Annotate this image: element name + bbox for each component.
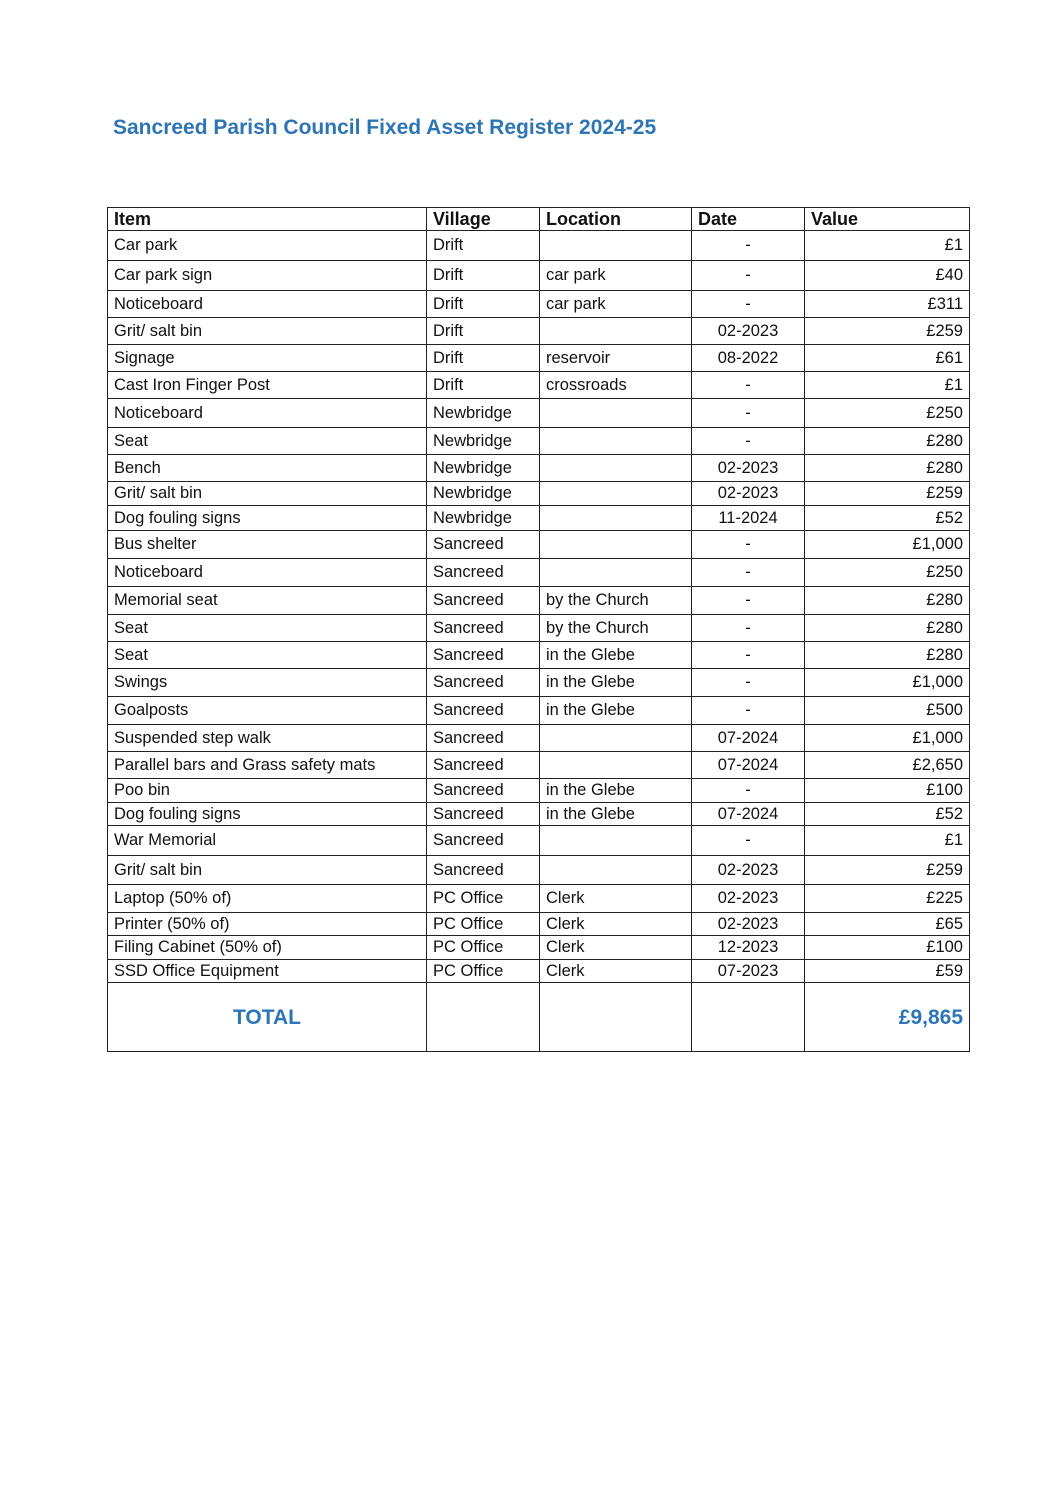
- cell-item: Seat: [108, 428, 427, 455]
- cell-value: £280: [805, 642, 970, 669]
- table-row: [108, 291, 970, 318]
- cell-item: Noticeboard: [108, 559, 427, 587]
- table-row: [108, 231, 970, 261]
- cell-village: Drift: [427, 372, 540, 399]
- cell-village: Drift: [427, 261, 540, 291]
- cell-item: Memorial seat: [108, 587, 427, 615]
- cell-value: £250: [805, 399, 970, 428]
- cell-item: War Memorial: [108, 826, 427, 856]
- cell-date: 07-2024: [692, 725, 805, 752]
- cell-location: by the Church: [540, 615, 692, 642]
- cell-location: [540, 318, 692, 345]
- cell-value: £280: [805, 428, 970, 455]
- cell-village: Newbridge: [427, 455, 540, 482]
- total-empty-cell: [427, 983, 540, 1052]
- cell-item: Bench: [108, 455, 427, 482]
- cell-village: PC Office: [427, 960, 540, 983]
- table-row: [108, 642, 970, 669]
- cell-village: Sancreed: [427, 669, 540, 697]
- cell-date: -: [692, 231, 805, 261]
- cell-date: 02-2023: [692, 856, 805, 885]
- cell-item: Noticeboard: [108, 291, 427, 318]
- cell-value: £1: [805, 231, 970, 261]
- table-row: [108, 856, 970, 885]
- cell-location: in the Glebe: [540, 642, 692, 669]
- cell-date: 02-2023: [692, 482, 805, 506]
- table-row: [108, 779, 970, 803]
- table-row: [108, 803, 970, 826]
- cell-value: £1,000: [805, 531, 970, 559]
- cell-value: £1: [805, 372, 970, 399]
- table-row: [108, 506, 970, 531]
- cell-location: in the Glebe: [540, 669, 692, 697]
- cell-location: reservoir: [540, 345, 692, 372]
- cell-item: Poo bin: [108, 779, 427, 803]
- cell-date: -: [692, 559, 805, 587]
- cell-village: Newbridge: [427, 482, 540, 506]
- cell-value: £52: [805, 803, 970, 826]
- cell-village: Sancreed: [427, 779, 540, 803]
- cell-date: 07-2023: [692, 960, 805, 983]
- cell-date: -: [692, 669, 805, 697]
- cell-village: PC Office: [427, 885, 540, 913]
- cell-value: £100: [805, 936, 970, 960]
- table-row: [108, 372, 970, 399]
- cell-value: £280: [805, 587, 970, 615]
- cell-date: -: [692, 642, 805, 669]
- table-row: [108, 913, 970, 936]
- table-row: [108, 345, 970, 372]
- cell-item: Car park: [108, 231, 427, 261]
- cell-value: £2,650: [805, 752, 970, 779]
- cell-location: car park: [540, 291, 692, 318]
- cell-value: £280: [805, 455, 970, 482]
- cell-location: [540, 856, 692, 885]
- cell-item: Suspended step walk: [108, 725, 427, 752]
- cell-date: 08-2022: [692, 345, 805, 372]
- cell-village: Sancreed: [427, 531, 540, 559]
- cell-item: Seat: [108, 615, 427, 642]
- cell-date: 02-2023: [692, 318, 805, 345]
- cell-date: 12-2023: [692, 936, 805, 960]
- table-row: [108, 482, 970, 506]
- cell-value: £59: [805, 960, 970, 983]
- cell-date: 07-2024: [692, 752, 805, 779]
- cell-item: Signage: [108, 345, 427, 372]
- cell-location: [540, 506, 692, 531]
- table-row: [108, 669, 970, 697]
- cell-item: Bus shelter: [108, 531, 427, 559]
- cell-item: SSD Office Equipment: [108, 960, 427, 983]
- cell-location: by the Church: [540, 587, 692, 615]
- cell-date: 02-2023: [692, 913, 805, 936]
- cell-village: Sancreed: [427, 697, 540, 725]
- cell-item: Dog fouling signs: [108, 803, 427, 826]
- cell-village: Newbridge: [427, 399, 540, 428]
- cell-item: Car park sign: [108, 261, 427, 291]
- cell-location: [540, 455, 692, 482]
- cell-value: £311: [805, 291, 970, 318]
- table-row: [108, 587, 970, 615]
- cell-item: Laptop (50% of): [108, 885, 427, 913]
- header-date: Date: [692, 208, 805, 231]
- cell-date: 02-2023: [692, 885, 805, 913]
- cell-value: £40: [805, 261, 970, 291]
- table-row: [108, 752, 970, 779]
- cell-value: £52: [805, 506, 970, 531]
- table-row: [108, 885, 970, 913]
- table-row: [108, 725, 970, 752]
- cell-location: [540, 428, 692, 455]
- cell-date: -: [692, 826, 805, 856]
- cell-value: £1: [805, 826, 970, 856]
- cell-location: Clerk: [540, 885, 692, 913]
- cell-village: Drift: [427, 231, 540, 261]
- cell-value: £250: [805, 559, 970, 587]
- cell-date: -: [692, 779, 805, 803]
- table-row: [108, 399, 970, 428]
- cell-date: -: [692, 399, 805, 428]
- cell-value: £280: [805, 615, 970, 642]
- asset-register-table: [107, 207, 970, 1052]
- cell-item: Grit/ salt bin: [108, 482, 427, 506]
- cell-date: -: [692, 531, 805, 559]
- cell-location: [540, 531, 692, 559]
- cell-village: Newbridge: [427, 506, 540, 531]
- table-body: [108, 231, 970, 983]
- header-row: [108, 208, 970, 231]
- cell-village: Sancreed: [427, 856, 540, 885]
- cell-location: Clerk: [540, 913, 692, 936]
- cell-village: Drift: [427, 318, 540, 345]
- cell-location: in the Glebe: [540, 697, 692, 725]
- table-row: [108, 960, 970, 983]
- cell-village: Sancreed: [427, 826, 540, 856]
- cell-item: Swings: [108, 669, 427, 697]
- table-row: [108, 531, 970, 559]
- cell-value: £259: [805, 318, 970, 345]
- total-value: £9,865: [805, 983, 970, 1052]
- cell-village: Sancreed: [427, 725, 540, 752]
- table-row: [108, 826, 970, 856]
- header-item: Item: [108, 208, 427, 231]
- table-row: [108, 936, 970, 960]
- cell-location: [540, 482, 692, 506]
- cell-item: Grit/ salt bin: [108, 318, 427, 345]
- cell-item: Cast Iron Finger Post: [108, 372, 427, 399]
- cell-item: Goalposts: [108, 697, 427, 725]
- cell-location: in the Glebe: [540, 803, 692, 826]
- cell-village: Sancreed: [427, 803, 540, 826]
- cell-location: [540, 559, 692, 587]
- cell-village: PC Office: [427, 936, 540, 960]
- cell-date: 11-2024: [692, 506, 805, 531]
- cell-item: Noticeboard: [108, 399, 427, 428]
- cell-date: -: [692, 587, 805, 615]
- cell-value: £1,000: [805, 669, 970, 697]
- total-empty-cell: [540, 983, 692, 1052]
- cell-village: Drift: [427, 291, 540, 318]
- header-village: Village: [427, 208, 540, 231]
- cell-item: Seat: [108, 642, 427, 669]
- table-row: [108, 261, 970, 291]
- table-row: [108, 559, 970, 587]
- table-row: [108, 428, 970, 455]
- cell-village: Sancreed: [427, 587, 540, 615]
- cell-location: [540, 752, 692, 779]
- total-row: [108, 983, 970, 1052]
- table-row: [108, 455, 970, 482]
- cell-village: Newbridge: [427, 428, 540, 455]
- cell-value: £61: [805, 345, 970, 372]
- cell-date: -: [692, 615, 805, 642]
- cell-location: [540, 826, 692, 856]
- cell-village: Drift: [427, 345, 540, 372]
- header-value: Value: [805, 208, 970, 231]
- table-row: [108, 318, 970, 345]
- cell-village: Sancreed: [427, 752, 540, 779]
- cell-item: Parallel bars and Grass safety mats: [108, 752, 427, 779]
- cell-village: Sancreed: [427, 559, 540, 587]
- cell-value: £259: [805, 482, 970, 506]
- cell-date: -: [692, 372, 805, 399]
- table-row: [108, 697, 970, 725]
- cell-date: -: [692, 291, 805, 318]
- cell-location: in the Glebe: [540, 779, 692, 803]
- total-label: TOTAL: [108, 983, 427, 1052]
- cell-item: Printer (50% of): [108, 913, 427, 936]
- total-empty-cell: [692, 983, 805, 1052]
- cell-location: Clerk: [540, 960, 692, 983]
- cell-village: Sancreed: [427, 642, 540, 669]
- cell-village: PC Office: [427, 913, 540, 936]
- page-title: Sancreed Parish Council Fixed Asset Register 2024-25: [113, 116, 657, 139]
- cell-location: [540, 725, 692, 752]
- cell-date: 07-2024: [692, 803, 805, 826]
- cell-location: car park: [540, 261, 692, 291]
- cell-location: Clerk: [540, 936, 692, 960]
- cell-location: [540, 231, 692, 261]
- cell-value: £500: [805, 697, 970, 725]
- cell-village: Sancreed: [427, 615, 540, 642]
- cell-date: -: [692, 697, 805, 725]
- header-location: Location: [540, 208, 692, 231]
- cell-date: -: [692, 261, 805, 291]
- table-row: [108, 615, 970, 642]
- cell-value: £100: [805, 779, 970, 803]
- cell-value: £225: [805, 885, 970, 913]
- cell-value: £1,000: [805, 725, 970, 752]
- cell-location: crossroads: [540, 372, 692, 399]
- cell-location: [540, 399, 692, 428]
- cell-item: Dog fouling signs: [108, 506, 427, 531]
- cell-item: Filing Cabinet (50% of): [108, 936, 427, 960]
- cell-value: £65: [805, 913, 970, 936]
- cell-date: 02-2023: [692, 455, 805, 482]
- cell-date: -: [692, 428, 805, 455]
- cell-item: Grit/ salt bin: [108, 856, 427, 885]
- cell-value: £259: [805, 856, 970, 885]
